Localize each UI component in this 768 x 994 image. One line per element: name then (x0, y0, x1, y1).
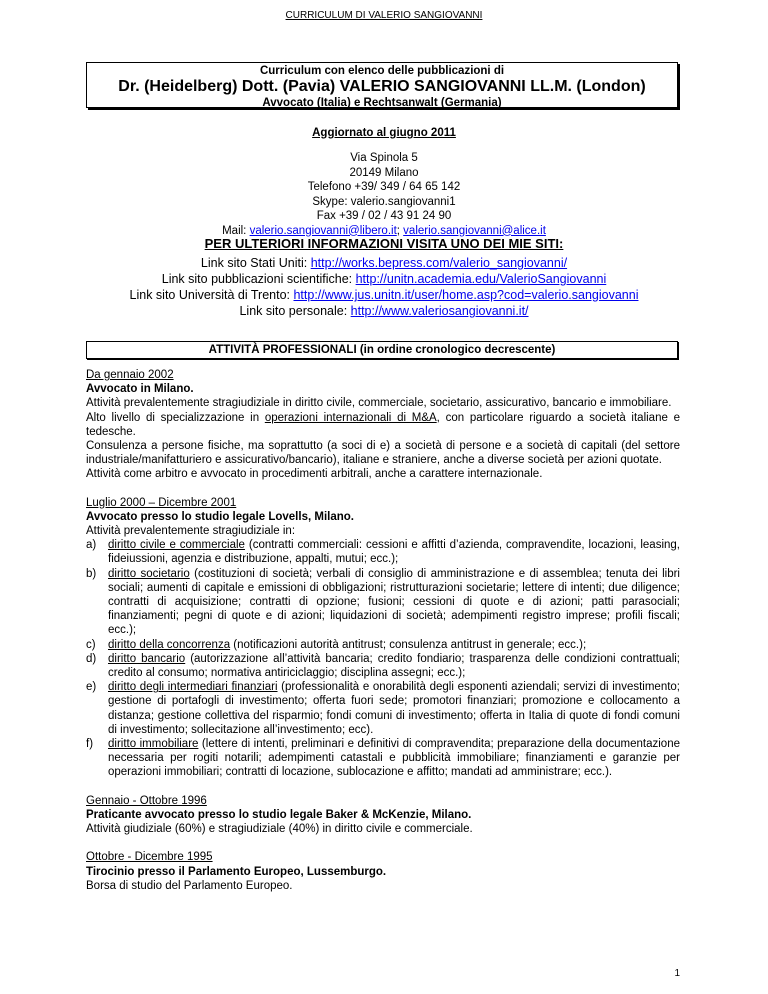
item-letter: f) (86, 738, 94, 751)
job-role: Tirocinio presso il Parlamento Europeo, Lussemburgo. (86, 865, 387, 878)
list-item (86, 652, 680, 680)
link-url-usa[interactable]: http://works.bepress.com/valerio_sangiovanni/ (310, 256, 568, 270)
job-paragraph: Attività come arbitro e avvocato in procedimenti arbitrali, anche a carattere internazionale. (86, 468, 543, 481)
mail-separator: ; (396, 224, 404, 237)
job-list (86, 368, 680, 907)
item-area: diritto immobiliare (108, 738, 199, 751)
item-text: (notificazioni autorità antitrust; consulenza antitrust in generale; ecc.); (230, 638, 587, 651)
mail-link-1[interactable]: valerio.sangiovanni@libero.it (249, 224, 397, 237)
mail-label: Mail: (222, 224, 250, 237)
job-entry (86, 496, 680, 780)
updated-date: Aggiornato al giugno 2011 (312, 127, 456, 139)
list-item (86, 680, 680, 737)
item-text: (autorizzazione all’attività bancaria; credito fondiario; trasparenza delle condizioni contrattuali; credito al consumo; normativa antiriciclaggio; disciplina assegni; ecc.); (108, 652, 680, 680)
job-paragraph: Borsa di studio del Parlamento Europeo. (86, 879, 293, 892)
link-url-personal[interactable]: http://www.valeriosangiovanni.it/ (350, 304, 529, 318)
item-text: (costituzioni di società; verbali di consiglio di amministrazione e di assemblea; tenuta dei libri sociali; aumenti di capitale e emissioni di obbligazioni; ristrutturazioni societarie; lettere di intenti; due diligence; contratti di acquisizione; contratti di opzione; fusioni; cessioni di quote e di azioni; patti parasociali; finanziamenti; pegni di quote e di azioni; liquidazioni di società; adempimenti registro imprese; profili fiscali; ecc.); (108, 567, 680, 637)
item-area: diritto degli intermediari finanziari (108, 681, 278, 694)
job-role: Avvocato in Milano. (86, 383, 194, 396)
item-area: diritto bancario (108, 652, 186, 665)
link-label: Link sito Stati Uniti: (200, 256, 311, 270)
list-item (86, 567, 680, 638)
link-label: Link sito Università di Trento: (129, 288, 294, 302)
item-letter: c) (86, 638, 96, 651)
contact-fax: Fax +39 / 02 / 43 91 24 90 (316, 210, 452, 222)
job-paragraph: Attività prevalentemente stragiudiziale in diritto civile, commerciale, societario, assicurativo, bancario e immobiliare. (86, 397, 672, 410)
link-url-academia[interactable]: http://unitn.academia.edu/ValerioSangiovanni (355, 272, 607, 286)
item-letter: b) (86, 567, 97, 580)
mail-link-2[interactable]: valerio.sangiovanni@alice.it (403, 224, 546, 237)
spec-pre: Alto livello di specializzazione in (86, 411, 265, 424)
title-name: Dr. (Heidelberg) Dott. (Pavia) VALERIO SANGIOVANNI LL.M. (London) (118, 78, 646, 95)
link-row-usa (0, 255, 768, 271)
spec-post: , con particolare riguardo a società italiane e tedesche. (86, 411, 680, 438)
job-period: Gennaio - Ottobre 1996 (86, 794, 207, 807)
contact-phone: Telefono +39/ 349 / 64 65 142 (307, 181, 461, 193)
running-header: CURRICULUM DI VALERIO SANGIOVANNI (285, 10, 483, 21)
job-paragraph: Consulenza a persone fisiche, ma soprattutto (a soci di e) a società di persone e a società di capitali (del settore industriale/manifatturiero e assicurativo/bancario), italiane e straniere, anche a diverse società per azioni quotate. (86, 440, 680, 467)
job-entry (86, 794, 680, 837)
job-period: Da gennaio 2002 (86, 369, 174, 381)
job-entry (86, 850, 680, 893)
item-letter: d) (86, 652, 97, 665)
item-area: diritto societario (108, 567, 190, 580)
item-area: diritto civile e commerciale (108, 539, 245, 552)
practice-area-list (86, 538, 680, 779)
job-entry (86, 368, 680, 482)
list-item (86, 638, 680, 652)
item-text: (professionalità e onorabilità degli esponenti aziendali; servizi di investimento; gestione di portafogli di investimento; offerta fuori sede; promotori finanziari; promozione e collocamento a distanza; gestione collettiva del risparmio; fondi comuni di investimento; offerta in Italia di quote di fondi comuni di investimento; sollecitazione all’investimento; ecc). (108, 681, 680, 736)
link-row-personal (0, 303, 768, 319)
page-number: 1 (674, 968, 680, 979)
item-letter: e) (86, 681, 97, 694)
item-text: (contratti commerciali: cessioni e affitti d’azienda, compravendite, locazioni, leasing, fideiussioni, agenzia e distribuzione, appalti, mutui; ecc.); (108, 539, 680, 566)
job-intro: Attività prevalentemente stragiudiziale in: (86, 525, 296, 538)
links-list (0, 255, 768, 319)
link-label: Link sito personale: (239, 304, 351, 318)
job-period: Luglio 2000 – Dicembre 2001 (86, 496, 237, 509)
title-line-1: Curriculum con elenco delle pubblicazioni di (259, 65, 505, 77)
list-item (86, 538, 680, 566)
item-area: diritto della concorrenza (108, 638, 231, 651)
contact-street: Via Spinola 5 (350, 152, 418, 164)
link-label: Link sito pubblicazioni scientifiche: (161, 272, 356, 286)
section-title: ATTIVITÀ PROFESSIONALI (in ordine cronologico decrescente) (86, 341, 678, 359)
link-row-trento (0, 287, 768, 303)
list-item (86, 737, 680, 780)
job-specialization (86, 411, 680, 439)
item-letter: a) (86, 539, 97, 552)
job-role: Praticante avvocato presso lo studio legale Baker & McKenzie, Milano. (86, 808, 472, 821)
job-paragraph: Attività giudiziale (60%) e stragiudiziale (40%) in diritto civile e commerciale. (86, 823, 473, 836)
job-period: Ottobre - Dicembre 1995 (86, 851, 213, 864)
contact-city: 20149 Milano (349, 166, 419, 179)
links-title: PER ULTERIORI INFORMAZIONI VISITA UNO DEI MIE SITI: (204, 236, 564, 251)
spec-underlined: operazioni internazionali di M&A (264, 411, 437, 424)
item-text: (lettere di intenti, preliminari e definitivi di compravendita; preparazione della documentazione necessaria per rogiti notarili; adempimenti catastali e pubblicità immobiliare; finanziamenti e garanzie per operazioni immobiliari; contratti di locazione, sublocazione e affitto; mandati ad amministrare; ecc.). (108, 738, 680, 779)
job-role: Avvocato presso lo studio legale Lovells, Milano. (86, 510, 354, 523)
title-line-3: Avvocato (Italia) e Rechtsanwalt (Germania) (262, 97, 502, 109)
title-box (86, 62, 678, 108)
contact-block (0, 151, 768, 238)
link-url-trento[interactable]: http://www.jus.unitn.it/user/home.asp?cod=valerio.sangiovanni (293, 288, 639, 302)
link-row-academia (0, 271, 768, 287)
contact-skype: Skype: valerio.sangiovanni1 (312, 195, 456, 208)
